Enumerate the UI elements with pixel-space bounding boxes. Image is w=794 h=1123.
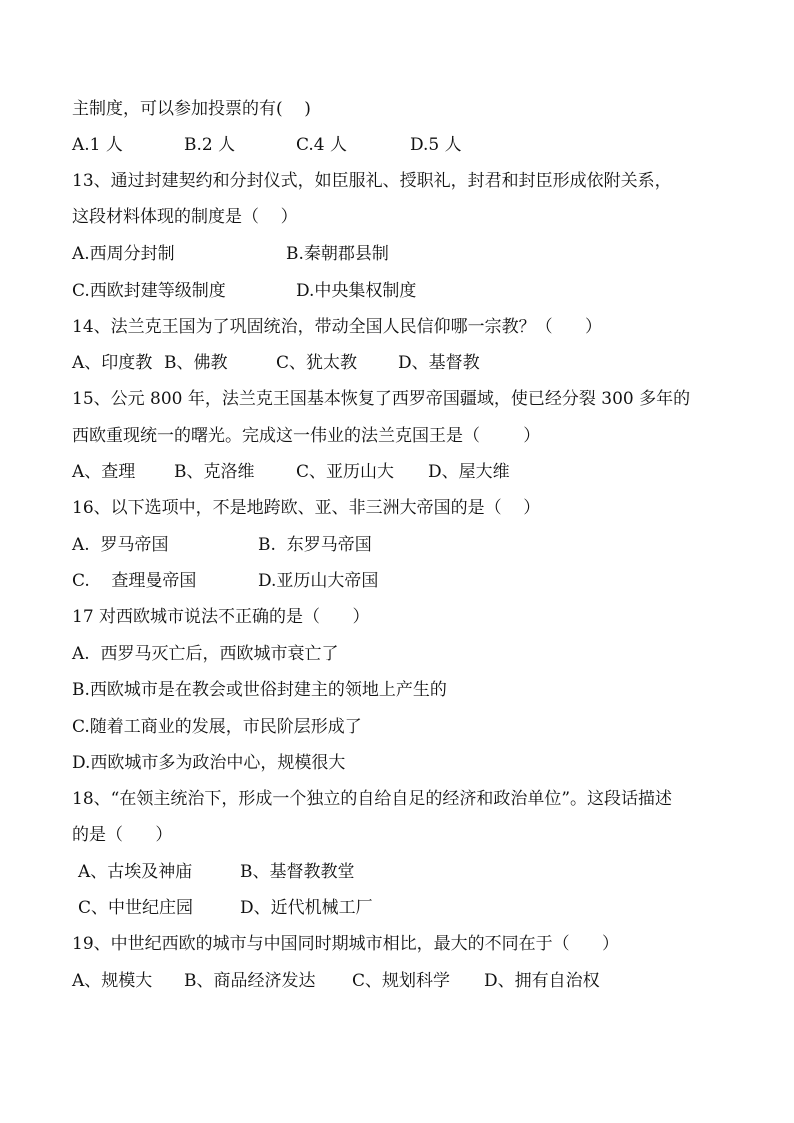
q14-option-c: C、犹太教	[276, 353, 358, 373]
q12-stem: 主制度，可以参加投票的有( )	[72, 99, 311, 119]
q14-option-b: B、佛教	[164, 353, 228, 373]
q15-option-d: D、屋大维	[428, 462, 510, 482]
q17-option-c: C.随着工商业的发展，市民阶层形成了	[72, 717, 362, 737]
q13-option-a: A.西周分封制	[72, 244, 175, 264]
q16-option-d: D.亚历山大帝国	[258, 571, 379, 591]
q14-option-d: D、基督教	[398, 353, 480, 373]
q15-option-c: C、亚历山大	[296, 462, 395, 482]
q19-stem: 19、中世纪西欧的城市与中国同时期城市相比，最大的不同在于（ ）	[72, 934, 620, 954]
q16-option-b: B. 东罗马帝国	[258, 535, 372, 555]
q12-option-b: B.2 人	[184, 135, 236, 155]
q17-option-b: B.西欧城市是在教会或世俗封建主的领地上产生的	[72, 680, 447, 700]
q17-option-a: A. 西罗马灭亡后，西欧城市衰亡了	[72, 644, 339, 664]
q16-option-a: A. 罗马帝国	[72, 535, 169, 555]
q19-option-a: A、规模大	[72, 971, 153, 991]
q15-option-a: A、查理	[72, 462, 136, 482]
q15-stem-line1: 15、公元 800 年，法兰克王国基本恢复了西罗帝国疆域，使已经分裂 300 多年的	[72, 389, 691, 409]
q16-option-c: C. 查理曼帝国	[72, 571, 197, 591]
q15-option-b: B、克洛维	[174, 462, 255, 482]
q17-stem: 17 对西欧城市说法不正确的是（ ）	[72, 607, 370, 627]
q18-option-c: C、中世纪庄园	[78, 898, 194, 918]
q15-stem-line2: 西欧重现统一的曙光。完成这一伟业的法兰克国王是（ ）	[72, 426, 541, 446]
q18-option-a: A、古埃及神庙	[78, 862, 193, 882]
q16-stem: 16、以下选项中，不是地跨欧、亚、非三洲大帝国的是（ ）	[72, 498, 541, 518]
q19-option-c: C、规划科学	[352, 971, 451, 991]
q18-option-d: D、近代机械工厂	[240, 898, 373, 918]
q18-option-b: B、基督教教堂	[240, 862, 355, 882]
q13-option-c: C.西欧封建等级制度	[72, 281, 226, 301]
q14-stem: 14、法兰克王国为了巩固统治，带动全国人民信仰哪一宗教？（ ）	[72, 317, 603, 337]
q13-option-b: B.秦朝郡县制	[286, 244, 389, 264]
q13-stem-line1: 13、通过封建契约和分封仪式，如臣服礼、授职礼，封君和封臣形成依附关系，	[72, 171, 672, 191]
q13-stem-line2: 这段材料体现的制度是（ ）	[72, 207, 298, 227]
q14-option-a: A、印度教	[72, 353, 153, 373]
q18-stem-line2: 的是（ ）	[72, 825, 173, 845]
q12-option-d: D.5 人	[410, 135, 462, 155]
q12-option-c: C.4 人	[296, 135, 348, 155]
q13-option-d: D.中央集权制度	[296, 281, 417, 301]
q17-option-d: D.西欧城市多为政治中心，规模很大	[72, 753, 346, 773]
q19-option-b: B、商品经济发达	[184, 971, 316, 991]
q18-stem-line1: 18、“在领主统治下，形成一个独立的自给自足的经济和政治单位”。这段话描述	[72, 789, 673, 809]
q12-option-a: A.1 人	[72, 135, 123, 155]
q19-option-d: D、拥有自治权	[484, 971, 600, 991]
